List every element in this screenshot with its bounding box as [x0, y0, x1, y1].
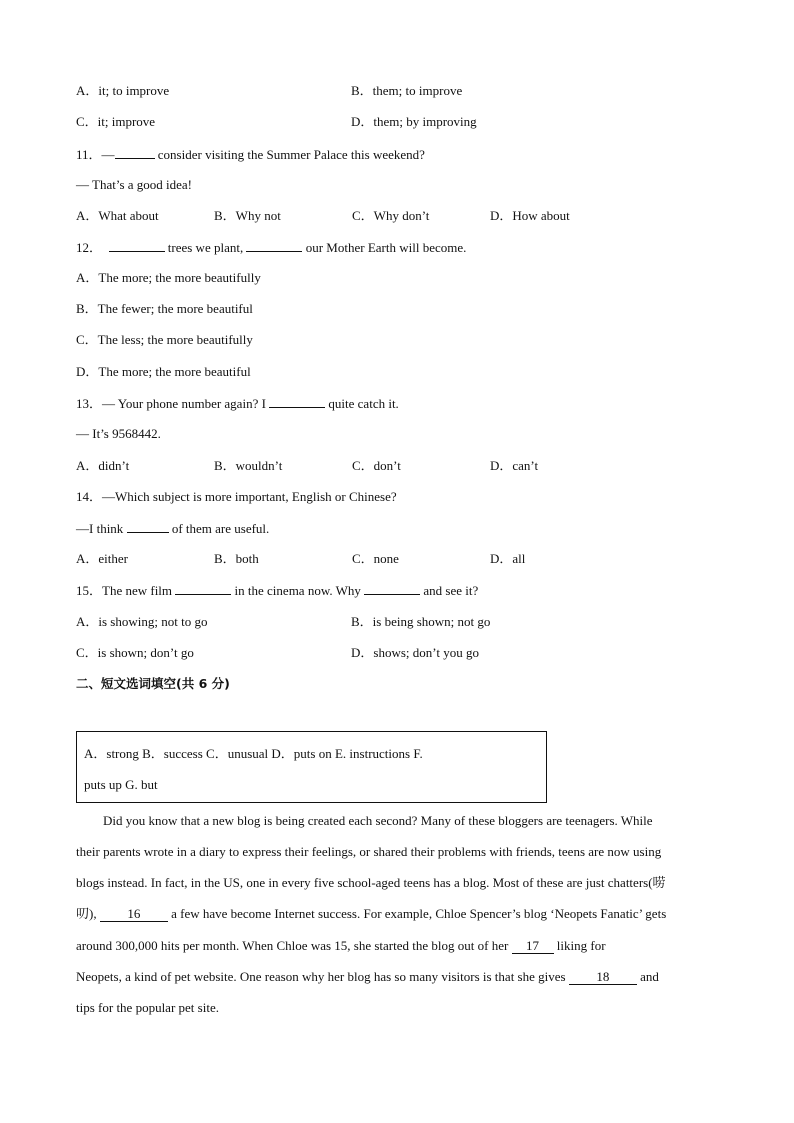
blank-18: 18 — [569, 970, 637, 985]
blank-16: 16 — [100, 907, 168, 922]
q15-blank-2 — [364, 581, 420, 595]
q11-reply: — That’s a good idea! — [76, 177, 193, 192]
q13-question — [76, 394, 399, 413]
q12-end: our Mother Earth will become. — [302, 240, 467, 255]
q15-option-c: C．is shown; don’t go — [76, 645, 194, 660]
q15-question — [76, 581, 478, 600]
passage-line-7: tips for the popular pet site. — [76, 1000, 219, 1015]
passage-line-4-start: 叨), — [76, 906, 100, 921]
passage-line-1: Did you know that a new blog is being created each second? Many of these bloggers are teenagers. While — [103, 813, 653, 828]
q14-option-a: A．either — [76, 551, 128, 566]
q10-option-b: B．them; to improve — [351, 83, 463, 98]
q15-mid: in the cinema now. Why — [231, 583, 365, 598]
passage-line-6-start: Neopets, a kind of pet website. One reason why her blog has so many visitors is that she gives — [76, 969, 569, 984]
word-choice-box — [76, 731, 547, 803]
q11-option-c: C．Why don’t — [352, 208, 430, 223]
q11-question — [76, 145, 425, 164]
passage-line-4-end: a few have become Internet success. For example, Chloe Spencer’s blog ‘Neopets Fanatic’ gets — [167, 906, 667, 921]
q15-start: 15．The new film — [76, 583, 176, 598]
q14-option-b: B．both — [214, 551, 259, 566]
q15-option-d: D．shows; don’t you go — [351, 645, 479, 660]
q10-option-a: A．it; to improve — [76, 83, 170, 98]
q15-option-a: A．is showing; not to go — [76, 614, 208, 629]
passage-line-5 — [76, 937, 716, 955]
q13-option-c: C．don’t — [352, 458, 401, 473]
passage-line-6-end: and — [636, 969, 659, 984]
q11-option-a: A．What about — [76, 208, 159, 223]
q13-option-b: B．wouldn’t — [214, 458, 283, 473]
q13-option-a: A．didn’t — [76, 458, 130, 473]
q10-option-c: C．it; improve — [76, 114, 156, 129]
passage-line-5-end: liking for — [553, 938, 606, 953]
q11-number: 11． — [76, 147, 102, 162]
q14-option-c: C．none — [352, 551, 399, 566]
q13-blank — [269, 394, 325, 408]
q14-reply — [76, 519, 269, 538]
q13-reply: — It’s 9568442. — [76, 426, 161, 441]
q15-end: and see it? — [420, 583, 479, 598]
blank-17: 17 — [512, 939, 554, 954]
q15-blank-1 — [175, 581, 231, 595]
q10-option-d: D．them; by improving — [351, 114, 477, 129]
q13-end: quite catch it. — [325, 396, 399, 411]
q13-option-d: D．can’t — [490, 458, 539, 473]
q11-dash: — — [101, 147, 115, 162]
q12-option-b: B．The fewer; the more beautiful — [76, 301, 253, 316]
q12-number: 12． — [76, 240, 103, 255]
q11-option-b: B．Why not — [214, 208, 281, 223]
q12-option-a: A．The more; the more beautifully — [76, 270, 261, 285]
q14-reply-end: of them are useful. — [168, 521, 270, 536]
q12-question — [76, 238, 466, 257]
word-box-line-1: A．strong B．success C．unusual D．puts on E. instructions F. — [84, 746, 423, 761]
q14-blank — [127, 519, 169, 533]
passage-line-2: their parents wrote in a diary to express their feelings, or shared their problems with friends, teens are now using — [76, 844, 662, 859]
passage-line-3: blogs instead. In fact, in the US, one in every five school-aged teens has a blog. Most of these are just chatters(唠 — [76, 875, 666, 890]
q11-text: consider visiting the Summer Palace this weekend? — [154, 147, 425, 162]
q12-blank-1 — [109, 238, 165, 252]
q14-reply-start: —I think — [76, 521, 127, 536]
q15-option-b: B．is being shown; not go — [351, 614, 491, 629]
q11-blank — [115, 145, 155, 159]
q12-option-c: C．The less; the more beautifully — [76, 332, 253, 347]
word-box-line-2: puts up G. but — [84, 777, 158, 792]
q14-question: 14．—Which subject is more important, English or Chinese? — [76, 489, 397, 504]
q11-option-d: D．How about — [490, 208, 570, 223]
q12-mid: trees we plant, — [164, 240, 247, 255]
passage-line-5-start: around 300,000 hits per month. When Chloe was 15, she started the blog out of her — [76, 938, 512, 953]
section-title: 二、短文选词填空(共 6 分) — [76, 676, 230, 691]
passage-line-6 — [76, 968, 716, 986]
passage-line-4 — [76, 905, 716, 923]
q14-option-d: D．all — [490, 551, 526, 566]
q12-blank-2 — [246, 238, 302, 252]
q13-start: 13．— Your phone number again? I — [76, 396, 270, 411]
q12-option-d: D．The more; the more beautiful — [76, 364, 251, 379]
